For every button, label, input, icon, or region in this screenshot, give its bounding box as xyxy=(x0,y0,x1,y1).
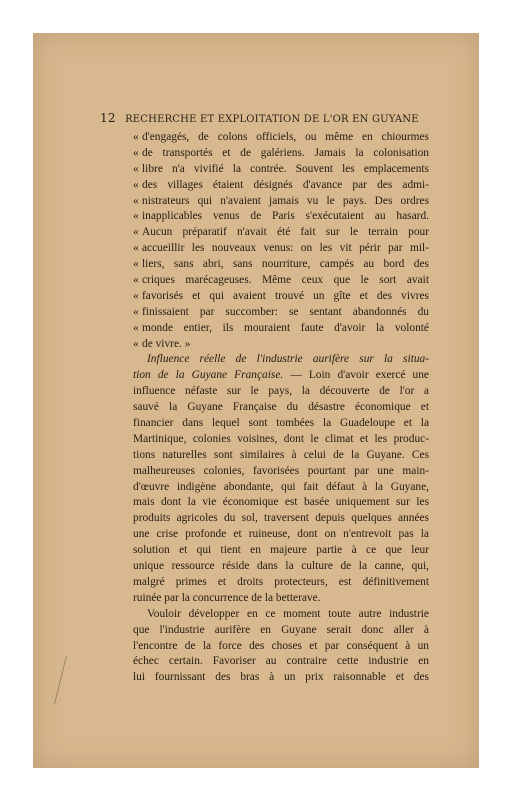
quote-line: « favorisés et qui avaient trouvé un gîte et des vivres xyxy=(133,289,429,302)
section-heading-line: tion de la Guyane Française. — Loin d'avoir exercé une xyxy=(133,369,429,382)
quote-line: « Aucun préparatif n'avait été fait sur le terrain pour xyxy=(133,226,429,239)
paragraph-line: Martinique, colonies voisines, dont le climat et les produc- xyxy=(133,432,429,445)
paragraph-line: ruinée par la concurrence de la betterave. xyxy=(133,591,321,604)
paragraph-line: tions naturelles sont similaires à celui de la Guyane. Ces xyxy=(133,448,429,461)
paragraph-line: une crise profonde et ruineuse, dont on n'entrevoit pas la xyxy=(133,528,429,541)
running-title: RECHERCHE ET EXPLOITATION DE L'OR EN GUYANE xyxy=(125,114,419,125)
quote-line: « de transportés et de galériens. Jamais la colonisation xyxy=(133,146,429,159)
quote-line: « monde entier, ils mouraient faute d'avoir la volonté xyxy=(133,321,429,334)
paragraph-line: d'œuvre indigène abondante, qui fait défaut à la Guyane, xyxy=(133,480,429,493)
paragraph-line: Vouloir développer en ce moment toute autre industrie xyxy=(147,607,429,620)
quote-line: « liers, sans abri, sans nourriture, campés au bord des xyxy=(133,258,429,271)
paragraph-line: produits agricoles du sol, traversent depuis quelques années xyxy=(133,512,429,525)
paragraph-line: lui fournissant des bras à un prix raisonnable et des xyxy=(133,671,429,684)
quote-line: « criques marécageuses. Même ceux que le sort avait xyxy=(133,274,429,287)
paragraph-line: financier dans lequel sont tombées la Guadeloupe et la xyxy=(133,417,429,430)
paragraph-line: malheureuses colonies, favorisées pourtant par une main- xyxy=(133,464,429,477)
page-number: 12 xyxy=(100,111,116,125)
quote-line: « d'engagés, de colons officiels, ou même en chiourmes xyxy=(133,131,429,143)
paragraph-line: sauvé la Guyane Française du désastre économique et xyxy=(133,401,429,414)
paragraph-line: unique ressource réside dans la culture de la canne, qui, xyxy=(133,560,429,573)
quote-line: « accueillir les nouveaux venus: on les vit périr par mil- xyxy=(133,242,429,255)
paragraph xyxy=(133,607,429,686)
quote-line: « finissaient par succomber: se sentant abandonnés du xyxy=(133,305,429,318)
section-heading-line: Influence réelle de l'industrie aurifère sur la situa- xyxy=(147,353,429,366)
paragraph-line: échec certain. Favoriser au contraire cette industrie en xyxy=(133,655,429,668)
quotation xyxy=(133,130,429,352)
paragraph-line: mais dont la vie économique est basée uniquement sur les xyxy=(133,496,429,509)
paragraph-line: influence néfaste sur le pays, la découverte de l'or a xyxy=(133,385,429,398)
section xyxy=(133,352,429,606)
quote-line: « libre n'a vivifié la contrée. Souvent les emplacements xyxy=(133,162,429,175)
quote-line: « des villages étaient désignés d'avance par des admi- xyxy=(133,178,429,191)
quote-line: « de vivre. » xyxy=(133,337,191,350)
paragraph-line: solution et qui tient en majeure partie à ce que leur xyxy=(133,544,429,557)
body-text xyxy=(133,130,429,686)
paragraph-line: malgré primes et droits protecteurs, est définitivement xyxy=(133,575,429,588)
running-header xyxy=(100,111,430,125)
quote-line: « nistrateurs qui n'avaient jamais vu le pays. Des ordres xyxy=(133,194,429,207)
quote-line: « inapplicables venus de Paris s'exécutaient au hasard. xyxy=(133,210,429,223)
paragraph-line: que l'industrie aurifère en Guyane serait donc aller à xyxy=(133,623,429,636)
paragraph-line: l'encontre de la force des choses et par conséquent à un xyxy=(133,639,429,652)
